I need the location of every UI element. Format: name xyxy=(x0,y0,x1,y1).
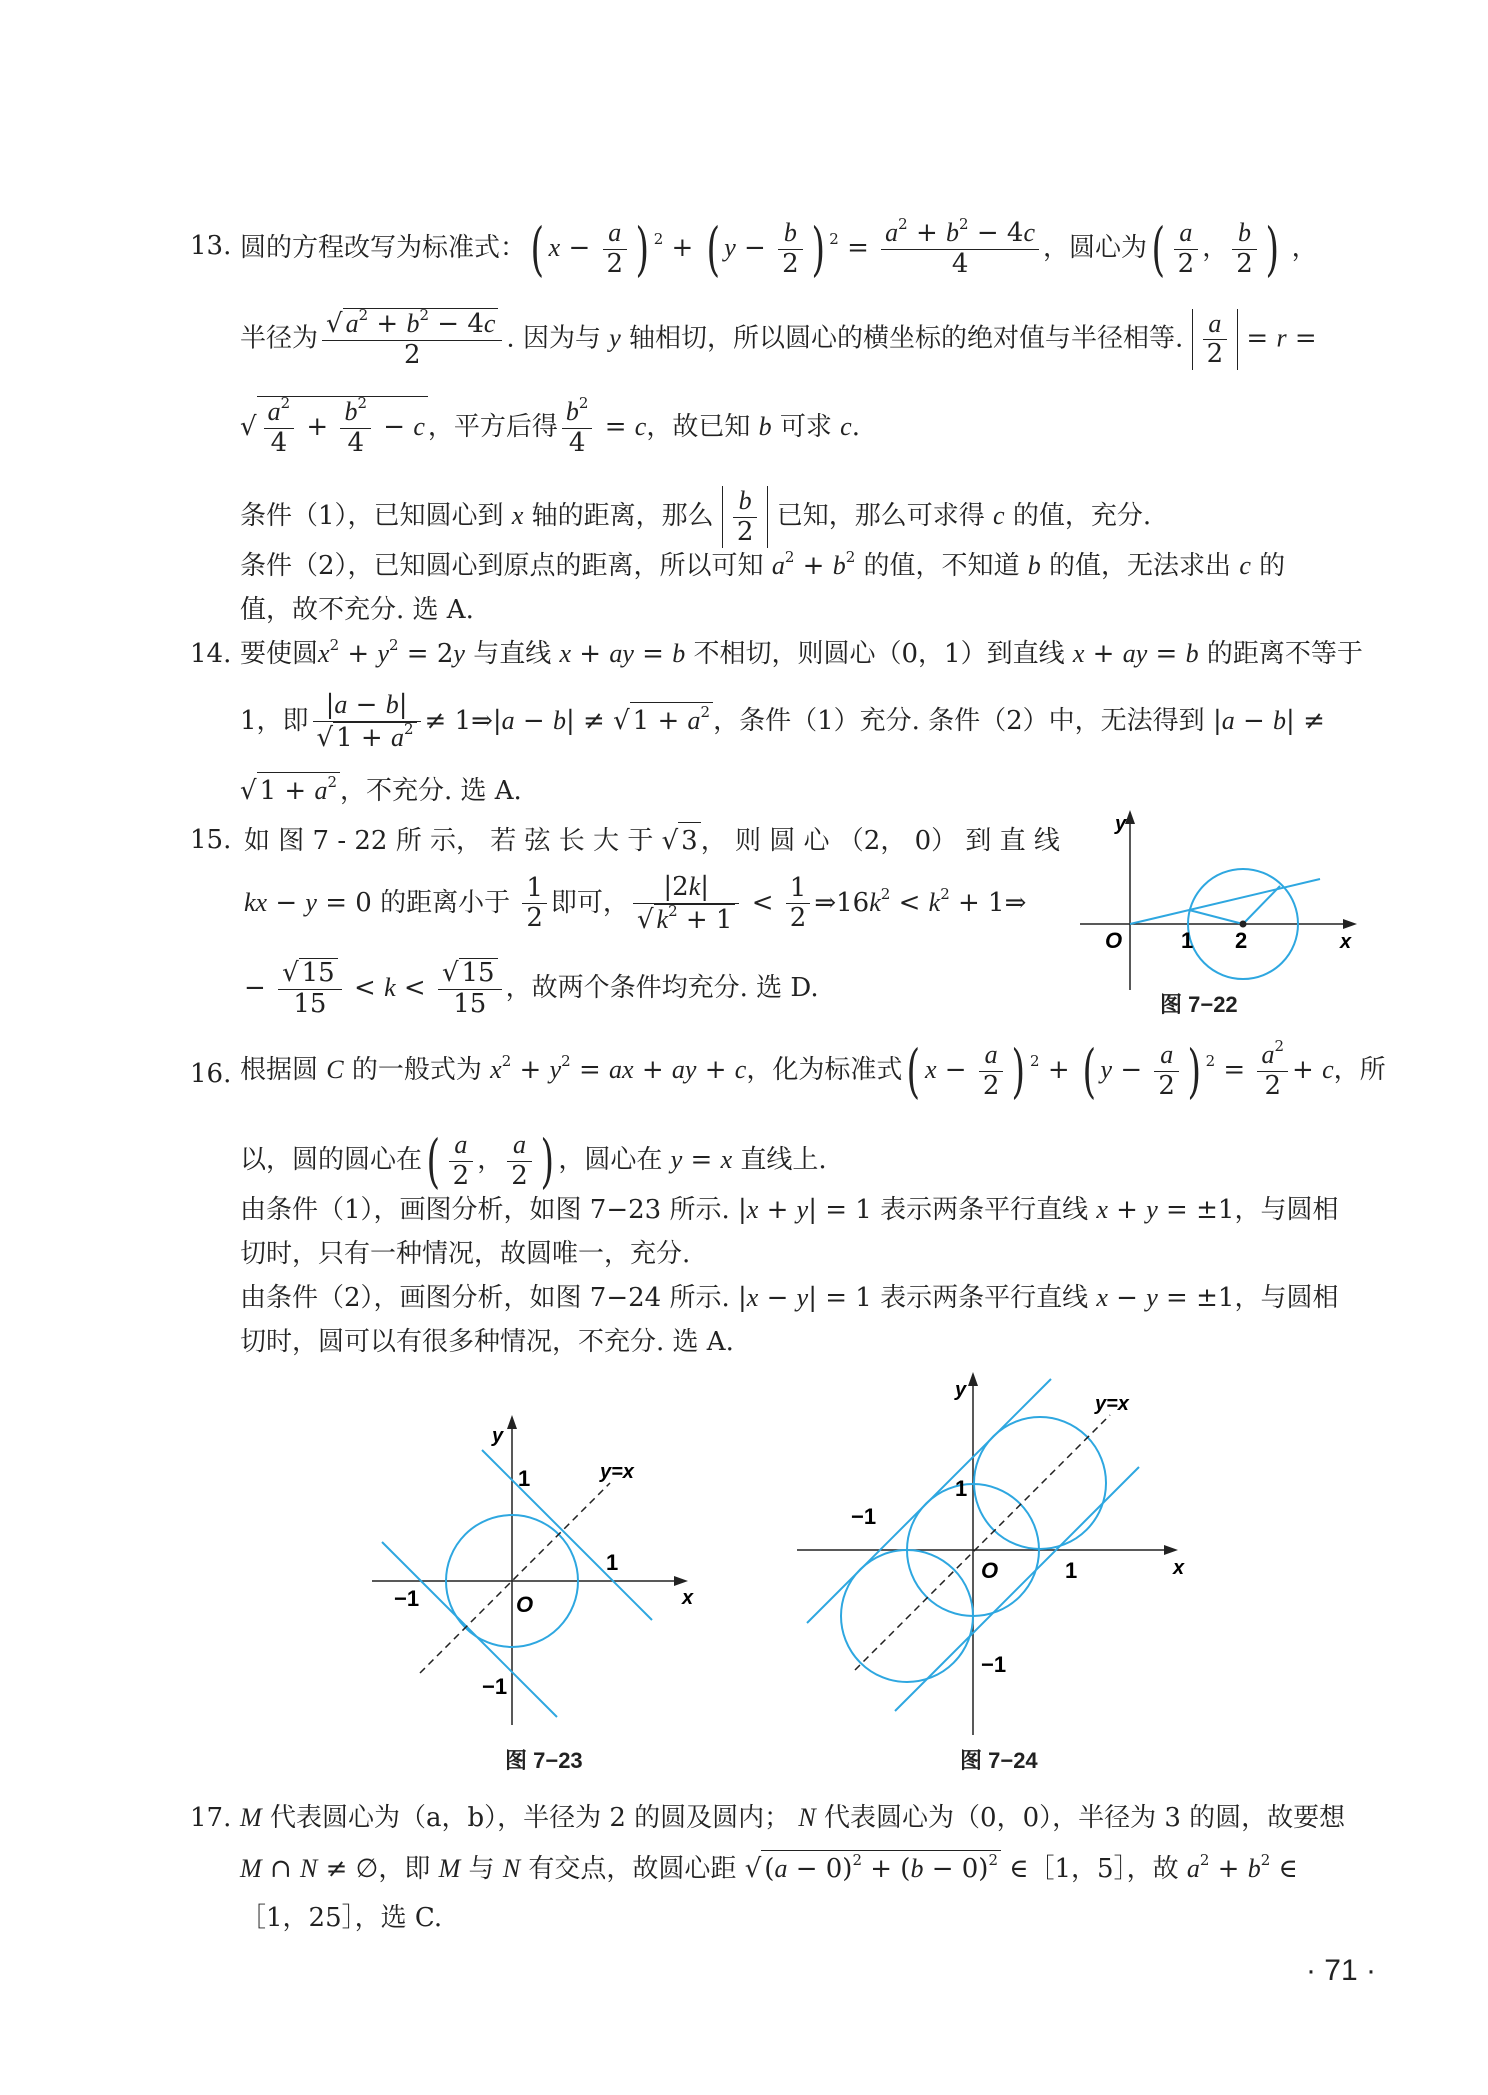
fig24-y-label: y xyxy=(955,1379,967,1401)
fig23-tick-y1: 1 xyxy=(518,1466,531,1491)
fig24-x-label: x xyxy=(1173,1557,1185,1579)
figure-7-24 xyxy=(795,1360,1190,1750)
fig23-tick-ym1: −1 xyxy=(482,1674,508,1699)
q15-number: 15. xyxy=(190,825,232,855)
fig23-tick-xm1: −1 xyxy=(394,1586,420,1611)
figure-7-23 xyxy=(370,1400,700,1730)
figure-7-22 xyxy=(1075,800,1365,1000)
fig24-tick-y1: 1 xyxy=(955,1476,968,1501)
q16-line1: 根据圆 C 的一般式为 $x^2 + y^2$ = ax + ay + c，化为标准式( x − $\frac{a}{2}$ ) $^2$ + ( y − $\frac{a}{2}$ ) $^2$ = $\frac{a^2}{2}$ + c，所 xyxy=(240,1036,1386,1105)
q16-para2-cont: 切时，圆可以有很多种情况，不充分. 选 A. xyxy=(240,1327,734,1357)
fig23-yx-label: y=x xyxy=(600,1461,634,1483)
q16-number: 16. xyxy=(190,1059,232,1089)
q13-cond1: 条件（1），已知圆心到 x 轴的距离，那么 $\frac{b}{2}$ 已知，那么可求得 c 的值，充分. xyxy=(240,486,1152,547)
q13-number: 13. xyxy=(190,231,232,261)
q13-line2: 半径为 $\frac{√ a^2 + b^2 - 4c}{2}$ . 因为与 y 轴相切，所以圆心的横坐标的绝对值与半径相等. $\frac{a}{2}$ = r = xyxy=(240,306,1317,370)
q17-line1: M 代表圆心为（a，b），半径为 2 的圆及圆内； N 代表圆心为（0，0），半径为 3 的圆，故要想 xyxy=(240,1803,1346,1833)
fig22-tick-1: 1 xyxy=(1181,928,1194,953)
q13-cond2-cont: 值，故不充分. 选 A. xyxy=(240,595,474,625)
q16-para2: 由条件（2），画图分析，如图 7−24 所示. |x − y| = 1 表示两条平行直线 x − y = ±1，与圆相 xyxy=(240,1283,1339,1313)
fig23-x-label: x xyxy=(682,1587,694,1609)
fig23-caption: 图 7−23 xyxy=(505,1748,583,1773)
fig23-y-label: y xyxy=(492,1425,504,1447)
fig23-tick-x1: 1 xyxy=(606,1550,619,1575)
fig24-caption: 图 7−24 xyxy=(960,1748,1038,1773)
fig22-y-label: y xyxy=(1115,813,1127,835)
q15-line2: kx − y = 0 的距离小于 $\frac{1}{2}$ 即可， $\frac{|2k|}{√ k^2 + 1}$ < $\frac{1}{2}$ $\Rightarrow 16k^2 < k^2$ + 1⇒ xyxy=(244,872,1027,935)
fig24-origin-label: O xyxy=(981,1558,999,1583)
fig24-tick-ym1: −1 xyxy=(981,1652,1007,1677)
fig24-tick-x1: 1 xyxy=(1065,1558,1078,1583)
fig22-caption: 图 7−22 xyxy=(1160,992,1238,1017)
q15-line1: 如 图 7 - 22 所 示， 若 弦 长 大 于 √ 3 ， 则 圆 心 （2， 0） 到 直 线 xyxy=(244,822,1060,859)
q14-number: 14. xyxy=(190,639,232,669)
q17-number: 17. xyxy=(190,1803,232,1833)
fig23-origin-label: O xyxy=(516,1592,534,1617)
q16-para1-cont: 切时，只有一种情况，故圆唯一，充分. xyxy=(240,1239,691,1269)
fig22-tick-2: 2 xyxy=(1235,928,1248,953)
q13-line3: √ $\frac{a^2}{4}$ + $\frac{b^2}{4}$ − c ，平方后得 $\frac{b^2}{4}$ = c，故已知 b 可求 c. xyxy=(240,394,860,458)
q13-cond2: 条件（2），已知圆心到原点的距离，所以可知 $a^2 + b^2$ 的值，不知道 b 的值，无法求出 c 的 xyxy=(240,548,1286,581)
fig22-x-label: x xyxy=(1340,931,1352,953)
q14-line2: 1，即 $\frac{|a - b|}{√ 1 + a^2}$ ≠ 1⇒|a − b| ≠ √ $1 + a^2$ ，条件（1）充分. 条件（2）中，无法得到 |a − b| ≠ xyxy=(240,690,1325,753)
q17-line2: M ∩ N ≠ ∅，即 M 与 N 有交点，故圆心距 √ $(a - 0)^2 + (b - 0)^2$ ∈［1，5］，故 $a^2 + b^2$ ∈ xyxy=(240,1850,1298,1887)
fig24-yx-label: y=x xyxy=(1095,1393,1129,1415)
q13-line1: 圆的方程改写为标准式：( x − $\frac{a}{2}$ ) $^2$ + ( y − $\frac{b}{2}$ ) $^2$ = $\frac{a^2 + b^2 - 4c}{4}$ ，圆心为( $\frac{a}{2}$ ， $\frac{b}{2}$ ) ， xyxy=(240,214,1318,283)
q14-line3: √ $1 + a^2$ ，不充分. 选 A. xyxy=(240,772,522,809)
q16-para1: 由条件（1），画图分析，如图 7−23 所示. |x + y| = 1 表示两条平行直线 x + y = ±1，与圆相 xyxy=(240,1195,1339,1225)
page-number: · 71 · xyxy=(1305,1954,1376,1987)
q16-line2: 以，圆的圆心在( $\frac{a}{2}$ ， $\frac{a}{2}$ ) ，圆心在 y = x 直线上. xyxy=(240,1126,827,1195)
q17-line3: ［1，25］，选 C. xyxy=(240,1903,443,1933)
fig22-origin-label: O xyxy=(1105,928,1123,953)
fig24-tick-xm1: −1 xyxy=(851,1504,877,1529)
q15-line3: − $\frac{√ 15}{15}$ < k < $\frac{√ 15}{15}$ ，故两个条件均充分. 选 D. xyxy=(244,958,819,1019)
q14-line1: 要使圆$x^2 + y^2 = 2y$ 与直线 x + ay = b 不相切，则圆心（0，1）到直线 x + ay = b 的距离不等于 xyxy=(240,636,1363,669)
